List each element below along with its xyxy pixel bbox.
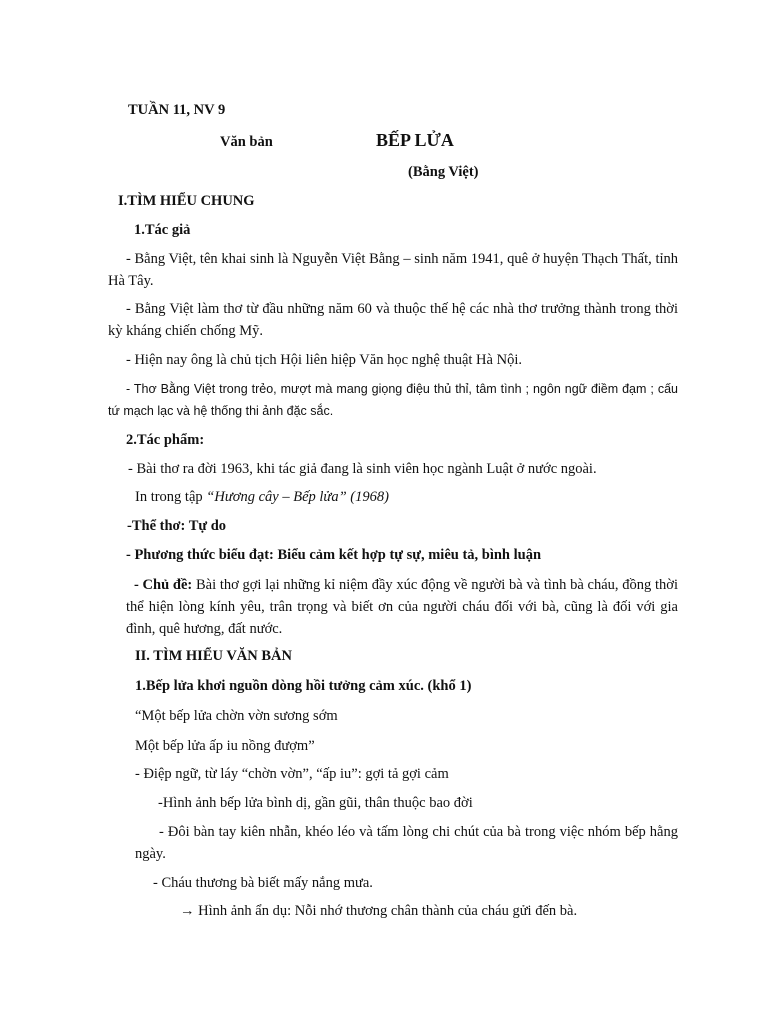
author-heading: 1.Tác giả: [134, 222, 191, 238]
analysis-4: - Cháu thương bà biết mấy nắng mưa.: [153, 875, 373, 891]
author-point-1: - Bằng Việt, tên khai sinh là Nguyễn Việt Bằng – sinh năm 1941, quê ở huyện Thạch Thất, tỉnh Hà Tây.: [108, 251, 678, 289]
quote-line-2: Một bếp lửa ấp iu nồng đượm”: [135, 738, 315, 754]
quote-line-1: “Một bếp lửa chờn vờn sương sớm: [135, 708, 338, 724]
section1-heading: I.TÌM HIỂU CHUNG: [118, 193, 255, 209]
analysis-1: - Điệp ngữ, từ láy “chờn vờn”, “ấp iu”: gợi tả gợi cảm: [135, 766, 449, 782]
theme-paragraph: [126, 574, 678, 640]
section2-subheading: 1.Bếp lửa khơi nguồn dòng hồi tưởng cảm xúc. (khổ 1): [135, 678, 472, 694]
poem-title: BẾP LỬA: [376, 130, 454, 150]
work-heading: 2.Tác phẩm:: [126, 432, 205, 448]
expression-mode: - Phương thức biểu đạt: Biểu cảm kết hợp tự sự, miêu tả, bình luận: [126, 547, 542, 563]
week-label: TUẦN 11, NV 9: [128, 102, 226, 118]
analysis-2: -Hình ảnh bếp lửa bình dị, gần gũi, thân thuộc bao đời: [158, 795, 473, 811]
analysis-3: - Đôi bàn tay kiên nhẫn, khéo léo và tấm lòng chi chút của bà trong việc nhóm bếp hằng ngày.: [135, 824, 678, 862]
conclusion: → Hình ảnh ẩn dụ: Nỗi nhớ thương chân thành của cháu gửi đến bà.: [180, 903, 578, 919]
author-point-4: - Thơ Bằng Việt trong trẻo, mượt mà mang giọng điệu thủ thỉ, tâm tình ; ngôn ngữ điềm đạm ; cấu tứ mạch lạc và hệ thống thi ảnh đặc sắc.: [108, 382, 678, 418]
theme-label: - Chủ đề:: [134, 577, 193, 593]
poem-author: (Bằng Việt): [408, 164, 479, 180]
author-point-3: - Hiện nay ông là chủ tịch Hội liên hiệp Văn học nghệ thuật Hà Nội.: [126, 352, 522, 368]
text-type-label: Văn bản: [220, 134, 273, 150]
section2-heading: II. TÌM HIỂU VĂN BẢN: [135, 648, 292, 664]
author-point-2: - Bằng Việt làm thơ từ đầu những năm 60 và thuộc thế hệ các nhà thơ trưởng thành trong thời kỳ kháng chiến chống Mỹ.: [108, 301, 678, 339]
theme-text: Bài thơ gợi lại những kỉ niệm đầy xúc động về người bà và tình bà cháu, đồng thời thể hiện lòng kính yêu, trân trọng và biết ơn của người cháu đối với bà, cũng là đối với gia đình, quê hương, đất nước.: [126, 577, 678, 637]
poem-form: -Thể thơ: Tự do: [127, 518, 227, 534]
collection-prefix: In trong tập: [135, 489, 207, 505]
collection-title: “Hương cây – Bếp lửa” (1968): [206, 489, 389, 505]
work-origin: - Bài thơ ra đời 1963, khi tác giả đang là sinh viên học ngành Luật ở nước ngoài.: [128, 461, 597, 477]
collection-line: [135, 487, 389, 507]
